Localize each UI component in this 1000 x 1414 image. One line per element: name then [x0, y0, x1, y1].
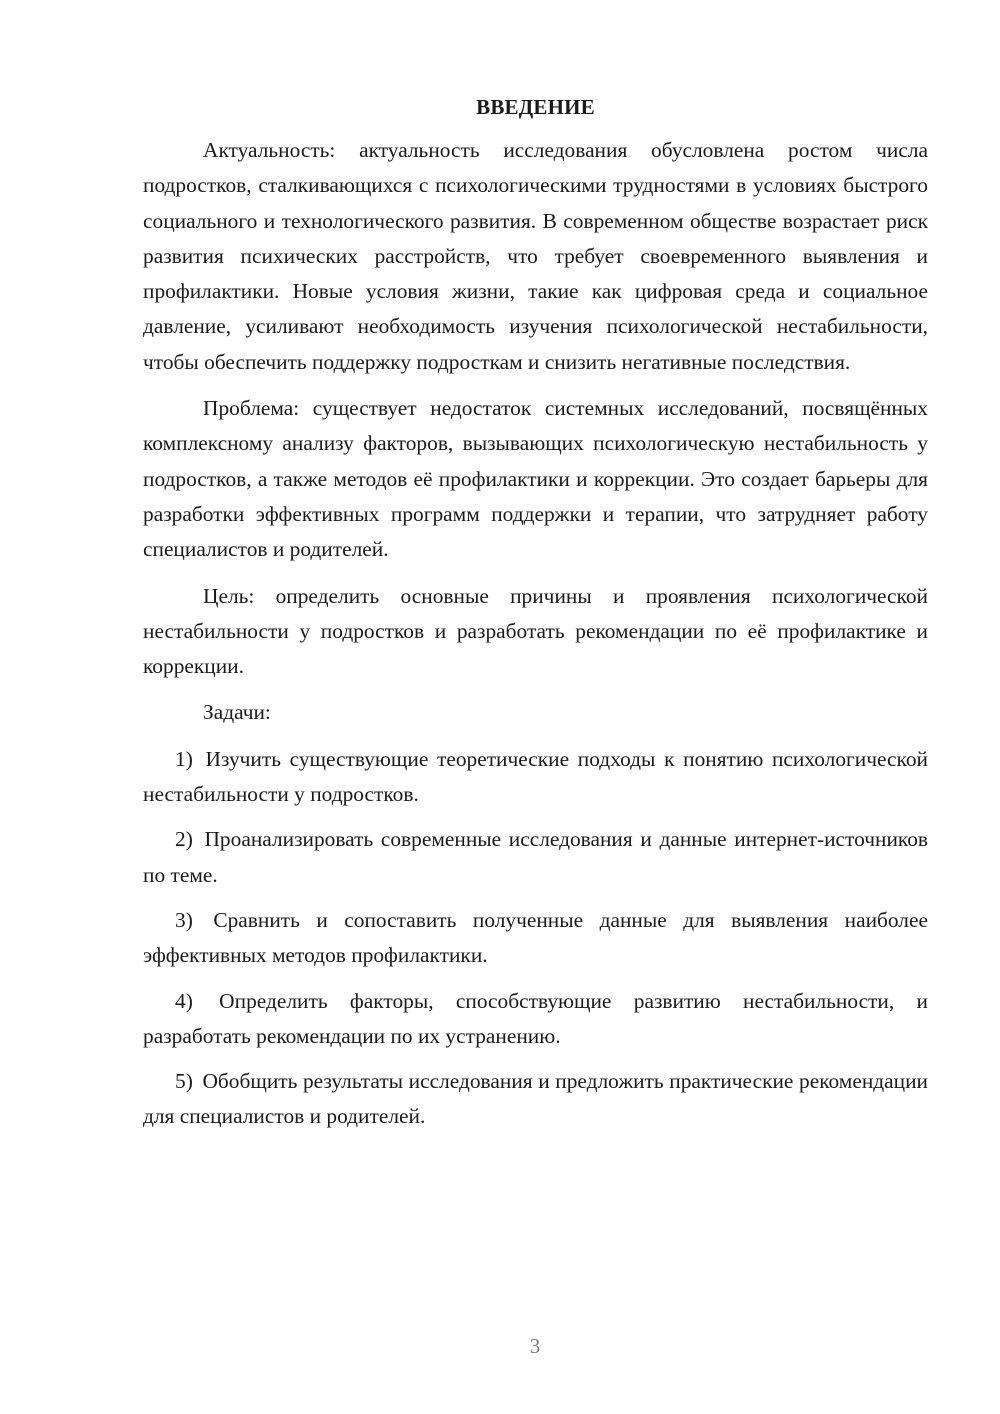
list-item-number: 4) — [175, 988, 193, 1013]
list-item — [143, 903, 928, 974]
paragraph-goal: Цель: определить основные причины и проявления психологической нестабильности у подростков и разработать рекомендации по её профилактике и коррекции. — [143, 583, 928, 679]
list-item-text: Сравнить и сопоставить полученные данные для выявления наиболее эффективных методов профилактики. — [143, 907, 928, 968]
document-page — [143, 90, 928, 1145]
list-item — [143, 984, 928, 1055]
list-item-text: Обобщить результаты исследования и предложить практические рекомендации для специалистов и родителей. — [143, 1069, 928, 1129]
page-number: 3 — [529, 1334, 541, 1358]
list-item-number: 3) — [175, 907, 193, 932]
list-item-text: Определить факторы, способствующие развитию нестабильности, и разработать рекомендации по их устранению. — [143, 988, 928, 1048]
list-item — [143, 742, 928, 813]
paragraph-problem: Проблема: существует недостаток системных исследований, посвящённых комплексному анализу факторов, вызывающих психологическую нестабильность у подростков, а также методов её профилактики и коррекции. Это создает барьеры для разработки эффективных программ поддержки и терапии, что затрудняет работу специалистов и родителей. — [143, 396, 928, 562]
paragraph-relevance: Актуальность: актуальность исследования обусловлена ростом числа подростков, сталкивающихся с психологическими трудностями в условиях быстрого социального и технологического развития. В современном обществе возрастает риск развития психических расстройств, что требует своевременного выявления и профилактики. Новые условия жизни, такие как цифровая среда и социальное давление, усиливают необходимость изучения психологической нестабильности, чтобы обеспечить поддержку подросткам и снизить негативные последствия. — [143, 138, 928, 374]
list-item — [143, 822, 928, 893]
list-item-number: 1) — [175, 746, 193, 771]
list-item-text: Изучить существующие теоретические подходы к понятию психологической нестабильности у подростков. — [143, 746, 928, 807]
list-item-text: Проанализировать современные исследования и данные интернет-источников по теме. — [143, 827, 928, 887]
page-title: ВВЕДЕНИЕ — [476, 95, 595, 119]
list-item — [143, 1064, 928, 1135]
list-item-number: 2) — [175, 827, 193, 852]
paragraph-tasks-label: Задачи: — [203, 700, 271, 725]
list-item-number: 5) — [175, 1069, 193, 1094]
